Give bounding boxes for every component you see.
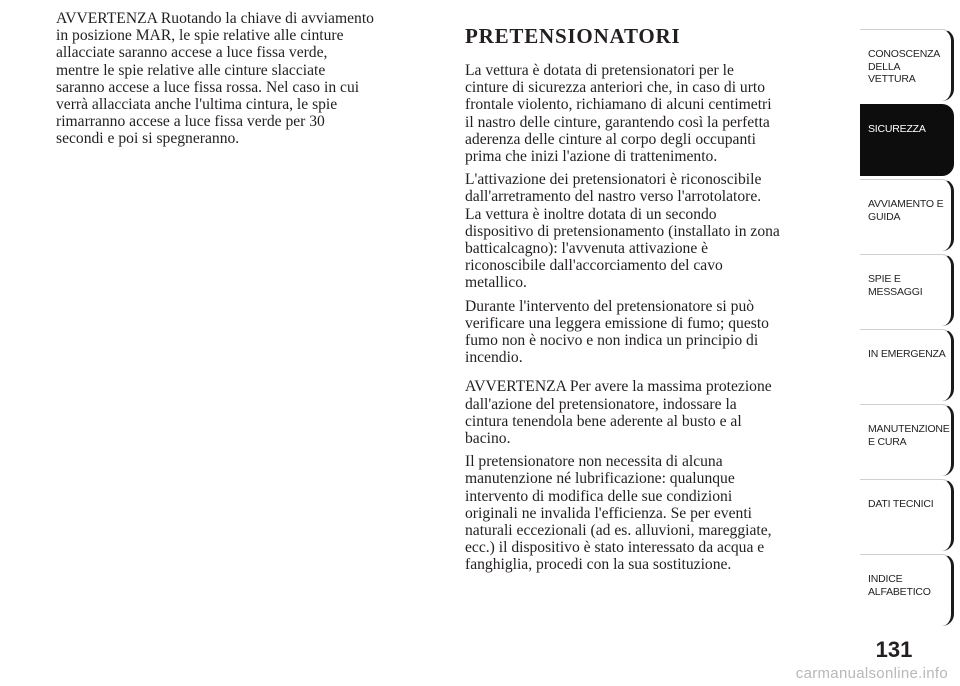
tab-dati-tecnici[interactable]: DATI TECNICI bbox=[860, 479, 954, 551]
warning-paragraph: AVVERTENZA Ruotando la chiave di avviamento in posizione MAR, le spie relative alle cinture allacciate saranno accese a luce fissa verde, mentre le spie relative alle cinture slacciate saranno accese a luce fissa rossa. Nel caso in cui verrà allacciata anche l'ultima cintura, le spie rimarranno accese a luce fissa verde per 30 secondi e poi si spegneranno. bbox=[56, 10, 374, 148]
tab-sicurezza[interactable]: SICUREZZA bbox=[860, 104, 954, 176]
section-title: PRETENSIONATORI bbox=[465, 24, 681, 48]
body-paragraph: L'attivazione dei pretensionatori è riconoscibile dall'arretramento del nastro verso l'arrotolatore. La vettura è inoltre dotata di un secondo dispositivo di pretensionamento (installato in zona batticalcagno): l'avvenuta attivazione è riconoscibile dall'accorciamento del cavo metallico. bbox=[465, 171, 780, 292]
watermark: carmanualsonline.info bbox=[795, 665, 948, 682]
right-column bbox=[465, 10, 847, 580]
tab-spie-e-messaggi[interactable]: SPIE E MESSAGGI bbox=[860, 254, 954, 326]
tab-avviamento-e-guida[interactable]: AVVIAMENTO E GUIDA bbox=[860, 179, 954, 251]
tab-manutenzione-e-cura[interactable]: MANUTENZIONE E CURA bbox=[860, 404, 954, 476]
page-number: 131 bbox=[875, 637, 913, 662]
chapter-tabs bbox=[860, 29, 954, 629]
body-paragraph: La vettura è dotata di pretensionatori per le cinture di sicurezza anteriori che, in caso di urto frontale violento, richiamano di alcuni centimetri il nastro delle cinture, garantendo così la perfetta aderenza delle cinture al corpo degli occupanti prima che inizi l'azione di trattenimento. bbox=[465, 62, 772, 166]
tab-in-emergenza[interactable]: IN EMERGENZA bbox=[860, 329, 954, 401]
tab-conoscenza-della-vettura[interactable]: CONOSCENZA DELLA VETTURA bbox=[860, 29, 954, 101]
tab-indice-alfabetico[interactable]: INDICE ALFABETICO bbox=[860, 554, 954, 626]
warning-paragraph: AVVERTENZA Per avere la massima protezione dall'azione del pretensionatore, indossare la cintura tenendola bene aderente al busto e al bacino. bbox=[465, 378, 772, 448]
left-column bbox=[56, 10, 438, 154]
body-paragraph: Durante l'intervento del pretensionatore si può verificare una leggera emissione di fumo; questo fumo non è nocivo e non indica un principio di incendio. bbox=[465, 297, 769, 367]
body-paragraph: Il pretensionatore non necessita di alcuna manutenzione né lubrificazione: qualunque intervento di modifica delle sue condizioni originali ne invalida l'efficienza. Se per eventi naturali eccezionali (ad es. alluvioni, mareggiate, ecc.) il dispositivo è stato interessato da acqua e fanghiglia, procedi con la sua sostituzione. bbox=[465, 453, 772, 574]
